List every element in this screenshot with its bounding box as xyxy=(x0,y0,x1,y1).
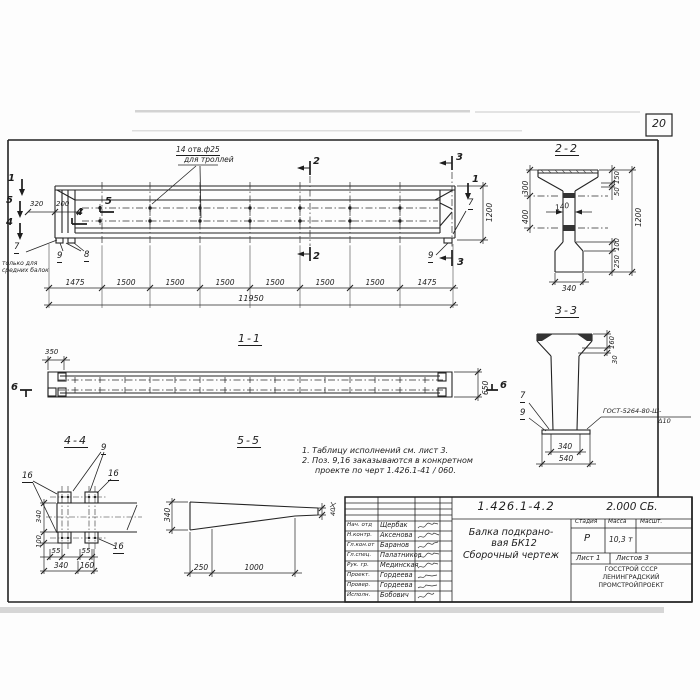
dim-span-3: 1500 xyxy=(165,278,185,287)
cut-mark-6-right: 6 xyxy=(500,380,507,391)
tb-name-3: Палатников xyxy=(380,551,422,559)
cut-mark-2-top: 2 xyxy=(313,156,320,167)
callout-9-right: 9 xyxy=(428,251,434,261)
stage-value: Р xyxy=(584,533,591,544)
weld-band xyxy=(563,193,575,198)
dim-55-a: 55 xyxy=(51,547,61,555)
sheet-label: Лист 1 xyxy=(576,554,601,562)
cut-mark-6-left: 6 xyxy=(11,382,18,393)
cut-mark-1-right: 1 xyxy=(472,174,479,185)
tb-role-5: Проект. xyxy=(347,572,371,578)
arrowheads xyxy=(17,161,474,261)
section-5-5-label: 5-5 xyxy=(237,434,261,447)
dim-span-6: 1500 xyxy=(315,278,335,287)
holes-note-line1: 14 отв.ф25 xyxy=(176,145,220,154)
weld-spec-line2: Δ10 xyxy=(658,417,671,425)
section-4-4-outline xyxy=(57,492,137,543)
sheets-label: Листов 3 xyxy=(616,554,649,562)
section-1-1-outline xyxy=(48,372,452,397)
note-line1: 1. Таблицу исполнений см. лист 3. xyxy=(302,446,449,455)
callout-9-section33: 9 xyxy=(520,408,526,418)
drawing-title-line3: Сборочный чертеж xyxy=(462,550,560,561)
dim-250: 250 xyxy=(193,563,209,572)
section-3-3-outline xyxy=(537,334,592,434)
tb-name-6: Гордеева xyxy=(380,581,413,589)
dim-160: 160 xyxy=(79,561,95,570)
callout-9-section44: 9 xyxy=(101,443,107,453)
dim-1200-section: 1200 xyxy=(634,207,643,227)
holes-note-line2: для троллей xyxy=(184,155,234,164)
cut-mark-4-left: 4 xyxy=(6,217,13,228)
dim-span-1: 1475 xyxy=(65,278,85,287)
dim-320: 320 xyxy=(30,200,44,208)
org-line2: ЛЕНИНГРАДСКИЙ xyxy=(602,574,660,581)
tb-role-3: Гл.спец. xyxy=(347,552,372,558)
callout-7-section33: 7 xyxy=(520,391,526,401)
scan-streak xyxy=(135,110,470,113)
note-line2: 2. Поз. 9,16 заказываются в конкретном xyxy=(302,456,473,465)
tb-name-1: Аксенова xyxy=(380,531,413,539)
elevation-outline xyxy=(55,186,455,243)
dim-340-b: 340 xyxy=(53,561,69,570)
callout-9-left: 9 xyxy=(57,251,63,261)
cut-mark-3-top: 3 xyxy=(456,152,463,163)
mass-header: Масса xyxy=(608,519,627,525)
dim-100: 100 xyxy=(613,238,621,251)
tb-name-2: Баранов xyxy=(380,541,410,549)
tb-name-7: Бобович xyxy=(380,591,409,599)
tb-name-5: Гордеева xyxy=(380,571,413,579)
dim-100-section44: 100 xyxy=(35,535,43,548)
tb-role-7: Исполн. xyxy=(347,592,371,598)
callout-16-bottom: 16 xyxy=(113,542,124,552)
dim-span-4: 1500 xyxy=(215,278,235,287)
weld-spec-line1: ГОСТ-5264-80-Ш- xyxy=(603,407,662,415)
dim-250: 250 xyxy=(613,255,621,268)
elevation-axis-lines xyxy=(82,172,452,248)
dim-340-section22: 340 xyxy=(561,284,577,293)
callout-16-left: 16 xyxy=(22,471,33,481)
dim-650: 650 xyxy=(481,380,490,395)
callout-16-right: 16 xyxy=(108,469,119,479)
dim-span-5: 1500 xyxy=(265,278,285,287)
dim-span-2: 1500 xyxy=(116,278,136,287)
cut-mark-3-bottom: 3 xyxy=(457,257,464,268)
dim-540: 540 xyxy=(558,454,574,463)
dim-300: 300 xyxy=(521,180,530,195)
callout-7-right: 7 xyxy=(468,198,474,208)
tb-role-6: Провер. xyxy=(347,582,371,588)
doc-number: 1.426.1-4.2 xyxy=(477,499,555,513)
dim-total-11950: 11950 xyxy=(238,294,264,303)
section-2-2-label: 2-2 xyxy=(555,142,579,155)
section-4-4-label: 4-4 xyxy=(64,434,88,447)
cut-mark-2-bottom: 2 xyxy=(313,251,320,262)
dim-50: 50 xyxy=(613,187,621,196)
callout-7-note-line1: только для xyxy=(2,260,38,267)
dim-340-section33: 340 xyxy=(557,442,573,451)
dim-span-8: 1475 xyxy=(417,278,437,287)
stage-header: Стадия xyxy=(575,519,598,525)
section-2-2-outline xyxy=(538,170,598,272)
dim-40: 40 xyxy=(329,507,337,516)
cut-mark-5-left: 5 xyxy=(6,195,13,206)
mass-value: 10,3 т xyxy=(609,535,633,544)
tb-role-1: Н.контр. xyxy=(347,532,373,538)
drawing-title-line2: вая БК12 xyxy=(491,538,537,549)
cut-mark-4-inner: 4 xyxy=(76,207,83,218)
dim-340-section44: 340 xyxy=(35,510,43,523)
dim-350: 350 xyxy=(45,348,59,356)
dim-160: 160 xyxy=(608,336,616,349)
org-line1: ГОССТРОЙ СССР xyxy=(604,566,658,573)
dim-340-section55: 340 xyxy=(163,507,172,522)
tb-name-0: Щербак xyxy=(380,521,408,529)
callout-7-note-line2: средних балок xyxy=(2,267,49,274)
dim-1000: 1000 xyxy=(244,563,264,572)
scale-header: Масшт. xyxy=(640,519,663,525)
note-line3: проекте по черт 1.426.1-41 / 060. xyxy=(315,466,456,475)
tb-role-0: Нач. отд xyxy=(347,522,373,528)
section-1-1-label: 1-1 xyxy=(238,332,262,345)
org-line3: ПРОМСТРОЙПРОЕКТ xyxy=(598,582,664,589)
dim-55-b: 55 xyxy=(81,547,91,555)
callout-7-left: 7 xyxy=(14,242,20,252)
dim-200: 200 xyxy=(56,200,70,208)
callout-8: 8 xyxy=(84,250,90,260)
cut-marks xyxy=(20,156,498,397)
dim-30: 30 xyxy=(611,355,619,364)
dim-150: 150 xyxy=(613,171,621,184)
tb-role-4: Рук. гр. xyxy=(347,562,369,568)
tb-name-4: Мединская xyxy=(380,561,419,569)
dim-span-7: 1500 xyxy=(365,278,385,287)
cut-mark-1-left: 1 xyxy=(8,173,15,184)
drawing-title-line1: Балка подкрано- xyxy=(468,527,554,538)
section-1-1-bolts xyxy=(75,377,425,393)
sheet-number: 20 xyxy=(652,117,666,130)
scan-shadow xyxy=(0,607,664,613)
dim-140: 140 xyxy=(554,200,570,213)
tb-role-2: Гл.кон.от xyxy=(347,542,375,548)
section-3-3-label: 3-3 xyxy=(555,304,579,317)
cut-mark-5-inner: 5 xyxy=(105,196,112,207)
dim-1200-elevation: 1200 xyxy=(485,202,494,222)
dim-400: 400 xyxy=(521,209,530,224)
doc-suffix: 2.000 СБ. xyxy=(606,501,658,513)
section-5-5-outline xyxy=(190,502,318,530)
